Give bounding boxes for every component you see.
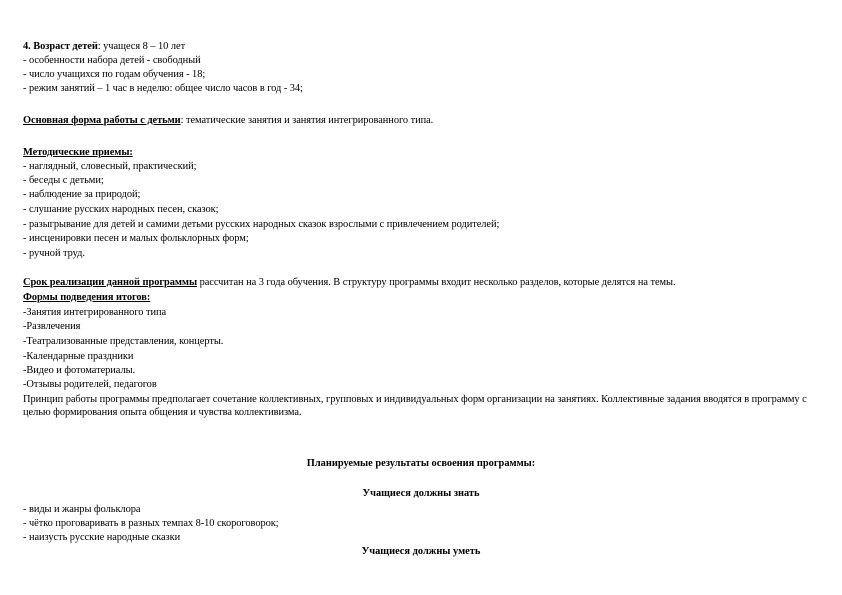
list-item: - беседы с детьми; [23,175,104,186]
know-title: Учащиеся должны знать [362,488,480,499]
list-item: - наблюдение за природой; [23,189,141,200]
can-title: Учащиеся должны уметь [361,546,481,557]
list-item: - наизусть русские народные сказки [23,532,181,543]
list-item: -Отзывы родителей, педагогов [23,379,157,390]
list-item: -Занятия интегрированного типа [23,307,167,318]
list-item: -Календарные праздники [23,351,134,362]
list-item: - разыгрывание для детей и самими детьми русских народных сказок взрослыми с привлечением родителей; [23,219,500,230]
list-item: - слушание русских народных песен, сказок; [23,204,219,215]
list-item: - режим занятий – 1 час в неделю: общее число часов в год - 34; [23,83,303,94]
principle-paragraph: Принцип работы программы предполагает сочетание коллективных, групповых и индивидуальных форм организации на занятиях. Коллективные задания вводятся в программу с целью формирования опыта общения и чувства коллективизма. [23,394,807,418]
list-item: - наглядный, словесный, практический; [23,161,197,172]
age-text: : учащеся 8 – 10 лет [97,41,186,52]
results-title: Планируемые результаты освоения программы: [306,458,536,469]
list-item: - особенности набора детей - свободный [23,55,201,66]
list-item: - инсценировки песен и малых фольклорных форм; [23,233,249,244]
age-label: 4. Возраст детей [23,41,98,52]
list-item: -Видео и фотоматериалы. [23,365,136,376]
list-item: - ручной труд. [23,248,85,259]
term-label: Срок реализации данной программы [23,277,198,288]
list-item: - виды и жанры фольклора [23,504,141,515]
list-item: - число учащихся по годам обучения - 18; [23,69,206,80]
summary-forms-title: Формы подведения итогов: [23,292,151,303]
main-form-text: : тематические занятия и занятия интегрированного типа. [180,115,434,126]
term-text: рассчитан на 3 года обучения. В структуру программы входит несколько разделов, которые делятся на темы. [197,277,676,288]
list-item: -Развлечения [23,321,81,332]
methods-title: Методические приемы: [23,147,133,158]
list-item: - чётко проговаривать в разных темпах 8-10 скороговорок; [23,518,279,529]
term-line [23,276,676,289]
list-item: -Театрализованные представления, концерты. [23,336,224,347]
age-line [23,40,185,53]
main-form-line [23,114,433,127]
main-form-label: Основная форма работы с детьми [23,115,181,126]
